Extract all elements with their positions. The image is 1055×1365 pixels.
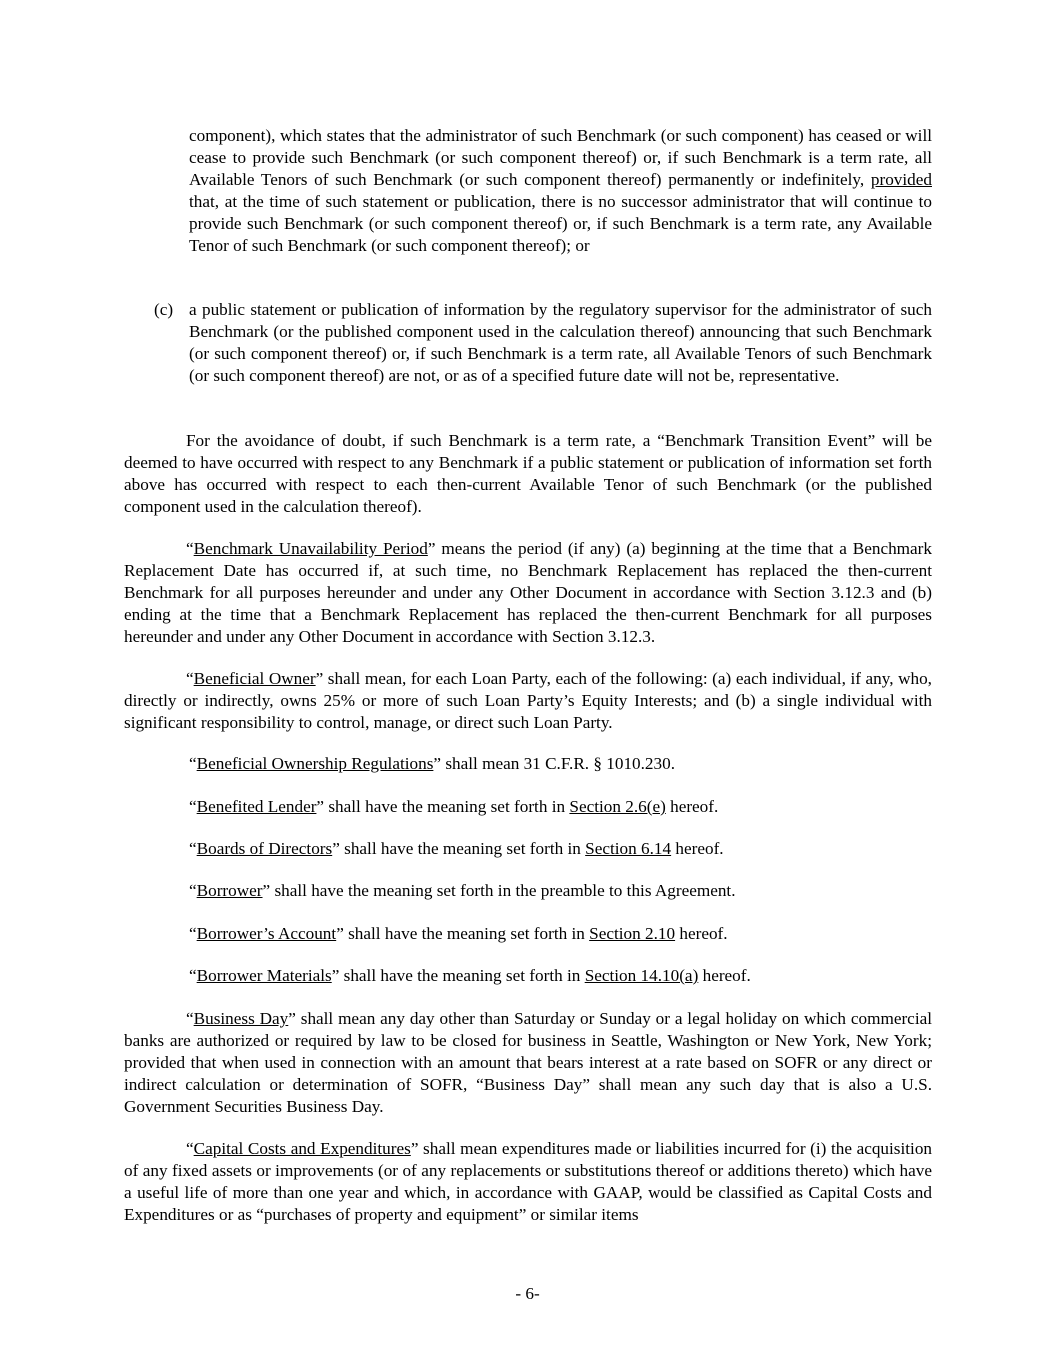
defined-term: Capital Costs and Expenditures <box>193 1139 411 1158</box>
page-number: - 6- <box>515 1284 540 1303</box>
clause-c-text: a public statement or publication of information by the regulatory supervisor for the administrator of such Benchmark (or the published component used in the calculation thereof) announcing that such Benchmark (or such component thereof) or, if such Benchmark is a term rate, all Available Tenors of such Benchmark (or such component thereof) are not, or as of a specified future date will not be, representative. <box>189 300 932 385</box>
defined-term: Benchmark Unavailability Period <box>193 539 428 558</box>
definition-benchmark-unavailability-period <box>124 538 932 648</box>
definition-boards-of-directors <box>189 838 724 860</box>
clause-b-text-1: component), which states that the administrator of such Benchmark (or such component) has ceased or will cease to provide such Benchmark (or such component thereof) or, if such Benchmark is a term rate, all Available Tenors of such Benchmark (or such component thereof) permanently or indefinitely, <box>189 126 932 189</box>
avoidance-text: For the avoidance of doubt, if such Benchmark is a term rate, a “Benchmark Transition Event” will be deemed to have occurred with respect to any Benchmark if a public statement or publication of information set forth above has occurred with respect to each then-current Available Tenor of such Benchmark (or the published component used in the calculation thereof). <box>124 431 932 516</box>
definition-text: ” shall have the meaning set forth in the preamble to this Agreement. <box>262 881 736 900</box>
definition-borrowers-account <box>189 923 728 945</box>
section-reference: Section 14.10(a) <box>584 966 699 985</box>
open-quote: “ <box>186 539 194 558</box>
definition-text-end: hereof. <box>698 966 751 985</box>
definition-text: ” shall have the meaning set forth in <box>332 839 586 858</box>
definition-benefited-lender <box>189 796 718 818</box>
open-quote: “ <box>186 669 194 688</box>
open-quote: “ <box>189 966 197 985</box>
definition-beneficial-owner <box>124 668 932 734</box>
definition-text: ” shall mean, for each Loan Party, each of the following: (a) each individual, if any, who, directly or indirectly, owns 25% or more of such Loan Party’s Equity Interests; and (b) a single individual with significant responsibility to control, manage, or direct such Loan Party. <box>124 669 932 732</box>
clause-b-continuation <box>189 125 932 256</box>
clause-c-label: (c) <box>154 300 174 319</box>
definition-text: ” shall mean 31 C.F.R. § 1010.230. <box>433 754 676 773</box>
section-reference: Section 6.14 <box>585 839 672 858</box>
defined-term: Borrower’s Account <box>196 924 337 943</box>
open-quote: “ <box>189 754 197 773</box>
open-quote: “ <box>186 1139 194 1158</box>
definition-beneficial-ownership-regulations <box>189 753 675 775</box>
definition-text: ” shall have the meaning set forth in <box>316 797 570 816</box>
definition-text: ” shall have the meaning set forth in <box>336 924 590 943</box>
defined-term: Beneficial Owner <box>193 669 316 688</box>
open-quote: “ <box>186 1009 194 1028</box>
definition-capital-costs-and-expenditures <box>124 1138 932 1226</box>
defined-term: Boards of Directors <box>196 839 333 858</box>
definition-text-end: hereof. <box>671 839 724 858</box>
open-quote: “ <box>189 839 197 858</box>
avoidance-paragraph <box>124 430 932 518</box>
open-quote: “ <box>189 797 197 816</box>
provided-term: provided <box>870 169 932 189</box>
definition-borrower <box>189 880 736 902</box>
definition-text: ” means the period (if any) (a) beginning at the time that a Benchmark Replacement Date has occurred if, at such time, no Benchmark Replacement has replaced the then-current Benchmark for all purposes hereunder and under any Other Document in accordance with Section 3.12.3 and (b) ending at the time that a Benchmark Replacement has replaced the then-current Benchmark for all purposes hereunder and under any Other Document in accordance with Section 3.12.3. <box>124 539 932 646</box>
defined-term: Borrower Materials <box>196 966 332 985</box>
definition-business-day <box>124 1008 932 1118</box>
definition-text-end: hereof. <box>675 924 728 943</box>
definition-text-end: hereof. <box>665 797 719 816</box>
section-reference: Section 2.10 <box>589 924 676 943</box>
defined-term: Business Day <box>193 1009 289 1028</box>
section-reference: Section 2.6(e) <box>569 797 666 816</box>
open-quote: “ <box>189 924 197 943</box>
defined-term: Beneficial Ownership Regulations <box>196 754 434 773</box>
definition-text: ” shall mean any day other than Saturday or Sunday or a legal holiday on which commercial banks are authorized or required by law to be closed for business in Seattle, Washington or New York, New York; provided that when used in connection with an amount that bears interest at a rate based on SOFR or any direct or indirect calculation or determination of SOFR, “Business Day” shall mean any such day that is also a U.S. Government Securities Business Day. <box>124 1009 932 1116</box>
definition-borrower-materials <box>189 965 751 987</box>
clause-b-text-2: that, at the time of such statement or publication, there is no successor administrator that will continue to provide such Benchmark (or such component thereof) or, if such Benchmark is a term rate, any Available Tenor of such Benchmark (or such component thereof); or <box>189 191 932 255</box>
open-quote: “ <box>189 881 197 900</box>
definition-text: ” shall have the meaning set forth in <box>331 966 585 985</box>
defined-term: Benefited Lender <box>196 797 317 816</box>
defined-term: Borrower <box>196 881 263 900</box>
definition-text: ” shall mean expenditures made or liabilities incurred for (i) the acquisition of any fixed assets or improvements (or of any replacements or substitutions thereof or additions thereto) which have a useful life of more than one year and which, in accordance with GAAP, would be classified as Capital Costs and Expenditures or as “purchases of property and equipment” or similar items <box>124 1139 933 1224</box>
